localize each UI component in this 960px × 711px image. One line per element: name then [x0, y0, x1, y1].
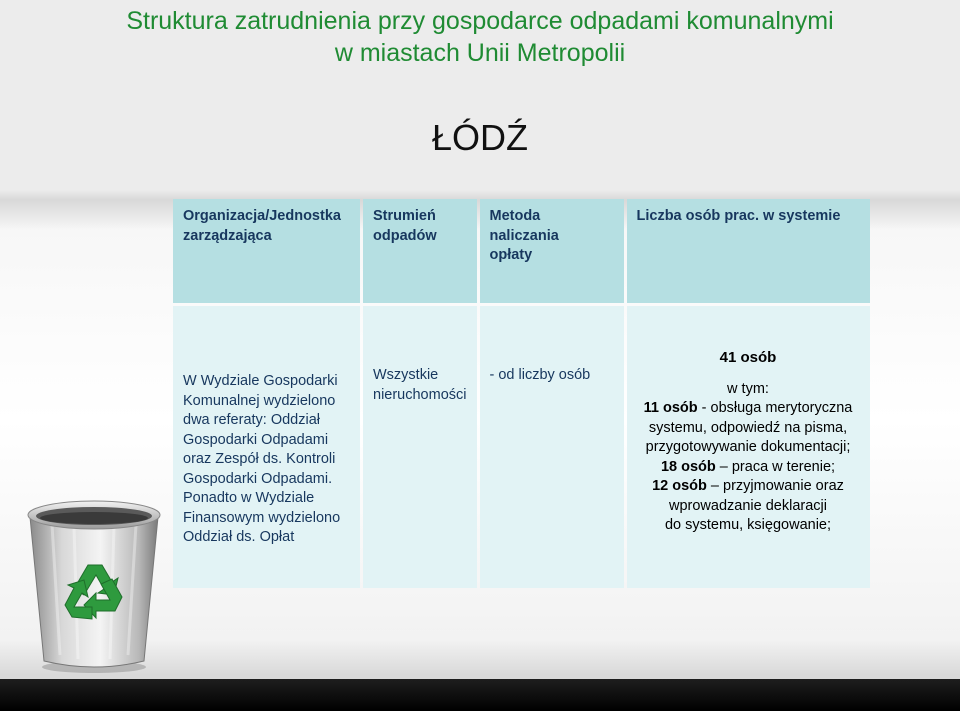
- header-stream-line1: Strumień: [373, 208, 436, 224]
- cell-organization: [173, 306, 360, 588]
- header-method: [480, 199, 624, 303]
- employment-table: [170, 196, 873, 591]
- stream-line: nieruchomości: [373, 386, 467, 403]
- count-item3-number: 12 osób: [652, 478, 707, 494]
- header-count: [627, 199, 870, 303]
- count-intro: w tym:: [727, 380, 769, 397]
- header-stream-line2: odpadów: [373, 227, 437, 244]
- org-line: Finansowym wydzielono: [183, 509, 341, 526]
- table-header-row: [173, 199, 870, 303]
- slide-title-line2: w miastach Unii Metropolii: [334, 39, 626, 67]
- bottom-bar: [0, 679, 960, 711]
- header-stream: [363, 199, 477, 303]
- count-item1-line3: przygotowywanie dokumentacji;: [645, 439, 851, 455]
- recycle-bin-icon: [22, 495, 167, 675]
- org-line: Gospodarki Odpadami.: [183, 470, 333, 487]
- header-organization: [173, 199, 360, 303]
- cell-method: [480, 306, 624, 588]
- org-line: dwa referaty: Oddział: [183, 412, 321, 428]
- cell-count: [627, 306, 870, 588]
- count-item2-number: 18 osób: [660, 458, 716, 475]
- org-line: Komunalnej wydzielono: [183, 392, 336, 409]
- header-organization-line2: zarządzająca: [183, 227, 272, 244]
- count-item3-text: – przyjmowanie oraz: [706, 478, 844, 494]
- org-line: Gospodarki Odpadami: [183, 431, 329, 448]
- count-total: 41 osób: [719, 349, 777, 366]
- org-line: Oddział ds. Opłat: [183, 529, 295, 545]
- header-organization-line1: Organizacja/Jednostka: [183, 208, 341, 224]
- cell-stream: [363, 306, 477, 588]
- count-item2-text: – praca w terenie;: [715, 458, 836, 475]
- header-method-line1: Metoda naliczania: [489, 208, 559, 244]
- stream-line: Wszystkie: [373, 367, 439, 383]
- slide-title-line1: Struktura zatrudnienia przy gospodarce odpadami komunalnymi: [126, 7, 834, 35]
- org-line: Ponadto w Wydziale: [183, 490, 315, 506]
- count-item1-number: 11 osób: [643, 400, 698, 416]
- count-item1-line2: systemu, odpowiedź na pisma,: [648, 419, 848, 436]
- header-count-line1: Liczba osób prac. w systemie: [636, 208, 841, 224]
- org-line: oraz Zespół ds. Kontroli: [183, 451, 336, 467]
- table-row: [173, 306, 870, 588]
- method-text: - od liczby osób: [489, 367, 591, 383]
- city-heading: ŁÓDŹ: [431, 117, 528, 158]
- org-line: W Wydziale Gospodarki: [183, 373, 338, 389]
- header-method-line2: opłaty: [489, 247, 533, 263]
- count-item1-text: - obsługa merytoryczna: [697, 400, 853, 416]
- count-item3-line2: wprowadzanie deklaracji: [669, 497, 827, 514]
- count-item3-line3: do systemu, księgowanie;: [664, 517, 832, 533]
- slide-title: [60, 5, 900, 69]
